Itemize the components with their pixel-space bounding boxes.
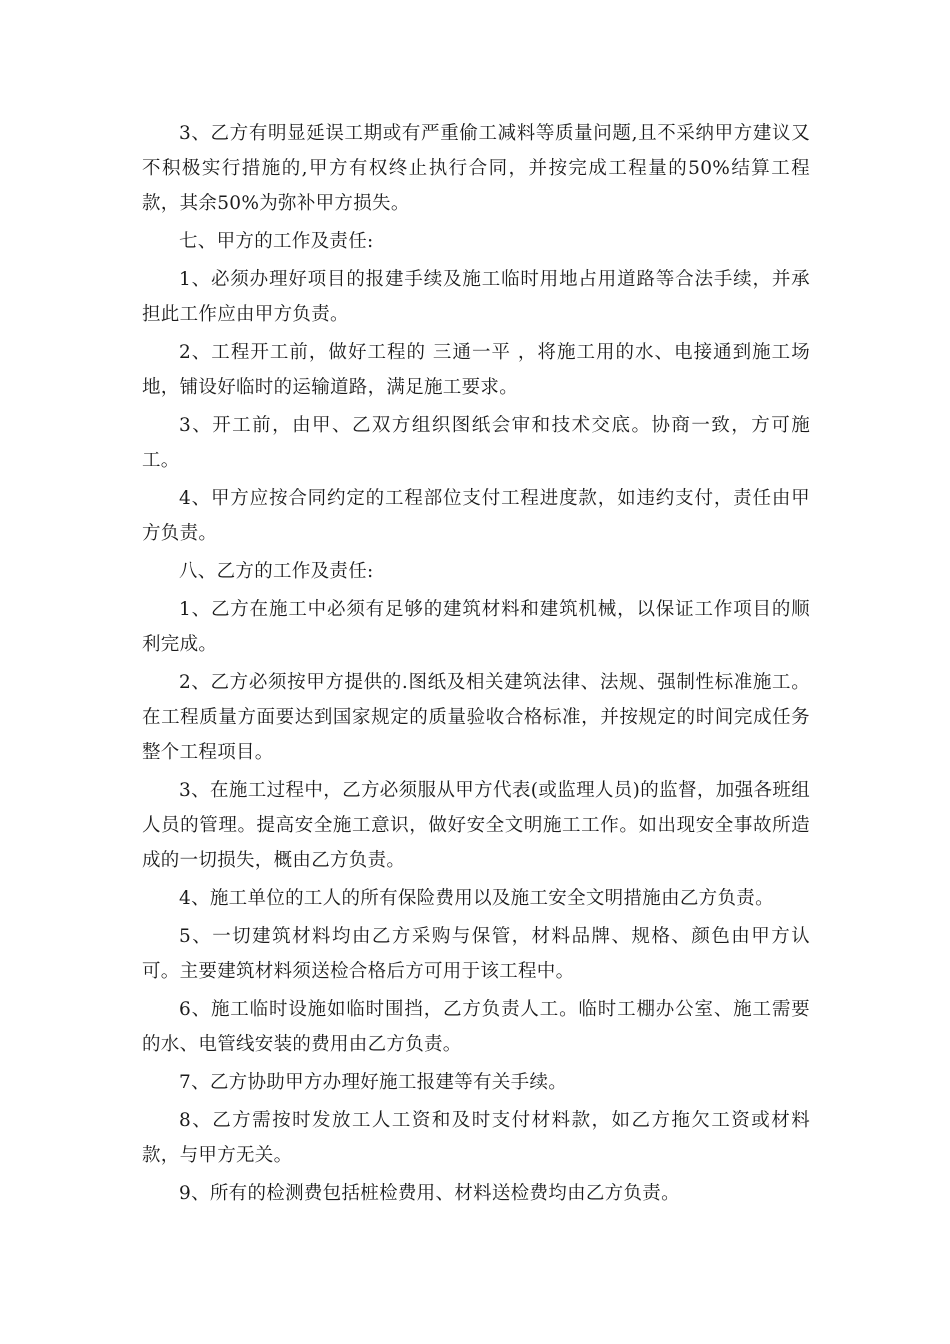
section-7-clause-2: 2、工程开工前，做好工程的 三通一平 ，将施工用的水、电接通到施工场地，铺设好临时的运输道路，满足施工要求。 [142, 342, 810, 398]
section-7-clause-1: 1、必须办理好项目的报建手续及施工临时用地占用道路等合法手续，并承担此工作应由甲方负责。 [142, 269, 810, 325]
section-8-clause-9: 9、所有的检测费包括桩检费用、材料送检费均由乙方负责。 [179, 1183, 680, 1204]
section-7-heading: 七、甲方的工作及责任: [179, 231, 374, 252]
section-8-clause-1: 1、乙方在施工中必须有足够的建筑材料和建筑机械，以保证工作项目的顺利完成。 [142, 599, 810, 655]
section-7-clause-3: 3、开工前，由甲、乙双方组织图纸会审和技术交底。协商一致，方可施工。 [142, 415, 810, 471]
section-8-clause-6: 6、施工临时设施如临时围挡，乙方负责人工。临时工棚办公室、施工需要的水、电管线安装的费用由乙方负责。 [142, 999, 810, 1055]
section-8-clause-2: 2、乙方必须按甲方提供的.图纸及相关建筑法律、法规、强制性标准施工。在工程质量方面要达到国家规定的质量验收合格标准，并按规定的时间完成任务整个工程项目。 [142, 672, 810, 763]
section-8-clause-4: 4、施工单位的工人的所有保险费用以及施工安全文明措施由乙方负责。 [179, 888, 774, 909]
section-8-clause-3: 3、在施工过程中，乙方必须服从甲方代表(或监理人员)的监督，加强各班组人员的管理。提高安全施工意识，做好安全文明施工工作。如出现安全事故所造成的一切损失，概由乙方负责。 [142, 780, 810, 871]
document-body [142, 116, 810, 1214]
section-8-clause-8: 8、乙方需按时发放工人工资和及时支付材料款，如乙方拖欠工资或材料款，与甲方无关。 [142, 1110, 810, 1166]
section-8-clause-7: 7、乙方协助甲方办理好施工报建等有关手续。 [179, 1072, 568, 1093]
clause-3-termination: 3、乙方有明显延误工期或有严重偷工减料等质量问题,且不采纳甲方建议又不积极实行措施的,甲方有权终止执行合同，并按完成工程量的50%结算工程款，其余50%为弥补甲方损失。 [142, 123, 810, 214]
section-8-heading: 八、乙方的工作及责任: [179, 561, 374, 582]
section-7-clause-4: 4、甲方应按合同约定的工程部位支付工程进度款，如违约支付，责任由甲方负责。 [142, 488, 810, 544]
section-8-clause-5: 5、一切建筑材料均由乙方采购与保管，材料品牌、规格、颜色由甲方认可。主要建筑材料须送检合格后方可用于该工程中。 [142, 926, 810, 982]
